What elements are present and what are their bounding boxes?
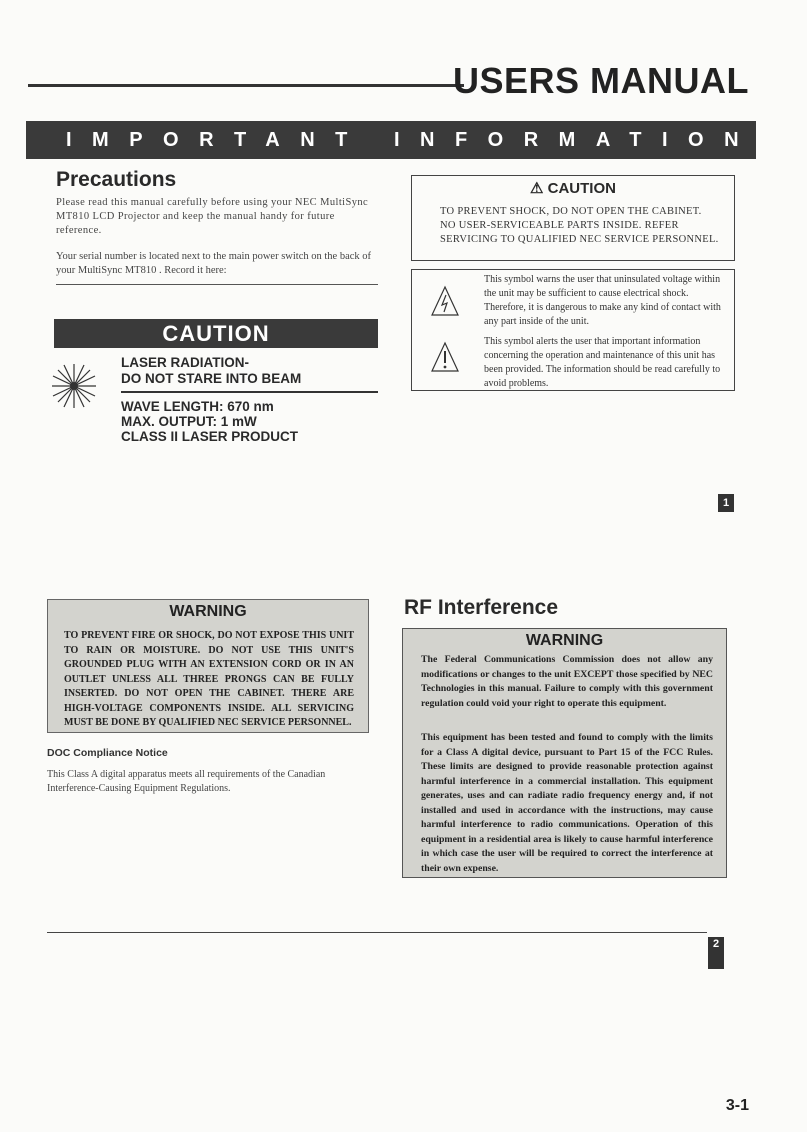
shock-caution-box: [411, 175, 735, 261]
symbols-explanation-box: [411, 269, 735, 391]
laser-warning-line: LASER RADIATION-: [121, 355, 249, 370]
section-tab-marker: 1: [718, 494, 734, 512]
laser-divider: [121, 391, 378, 393]
voltage-symbol-text: This symbol warns the user that uninsulated voltage within the unit may be sufficient to cause electrical shock. Therefore, it is dangerous to make any kind of contact with any part inside of the unit.: [484, 274, 721, 327]
doc-compliance-text: This Class A digital apparatus meets all requirements of the Canadian Interference-Causing Equipment Regulations.: [47, 769, 326, 794]
fcc-compliance-paragraph: This equipment has been tested and found to comply with the limits for a Class A digital device, pursuant to Part 15 of the FCC Rules. These limits are designed to provide reasonable protection against harmful interference in a commercial installation. This equipment generates, uses and can radiate radio frequency energy and, if not installed and used in accordance with the instructions, may cause harmful interference to radio communications. Operation of this equipment in a residential area is likely to cause harmful interference in which case the user will be required to correct the interference at their own expense.: [421, 732, 713, 874]
laser-caution-heading: CAUTION: [54, 319, 378, 348]
section-banner: IMPORTANT INFORMATION: [26, 121, 756, 159]
shock-caution-text: TO PREVENT SHOCK, DO NOT OPEN THE CABINET. NO USER-SERVICEABLE PARTS INSIDE. REFER SERVICING TO QUALIFIED NEC SERVICE PERSONNEL.: [440, 206, 719, 245]
laser-burst-icon: [50, 362, 98, 410]
rf-interference-title: RF Interference: [404, 596, 559, 619]
section-tab-marker: 2: [708, 937, 724, 969]
doc-compliance-title: DOC Compliance Notice: [47, 747, 168, 759]
header-rule: [28, 84, 464, 87]
manual-title: USERS MANUAL: [452, 60, 749, 101]
laser-spec-line: CLASS II LASER PRODUCT: [121, 429, 299, 444]
lightning-triangle-icon: [430, 285, 460, 317]
shock-caution-label: CAUTION: [547, 180, 616, 197]
fcc-warning-box: [402, 628, 727, 878]
precautions-paragraph: Please read this manual carefully before using your NEC MultiSync MT810 LCD Projector and keep the manual handy for future reference.: [56, 197, 369, 236]
laser-warning-line: DO NOT STARE INTO BEAM: [121, 371, 302, 386]
bottom-rule: [47, 932, 707, 933]
precautions-title: Precautions: [56, 168, 177, 191]
warning-text: TO PREVENT FIRE OR SHOCK, DO NOT EXPOSE THIS UNIT TO RAIN OR MOISTURE. DO NOT USE THIS UNIT'S GROUNDED PLUG WITH AN EXTENSION CORD OR IN AN OUTLET UNLESS ALL THREE PRONGS CAN BE FULLY INSERTED. DO NOT OPEN THE CABINET. THERE ARE HIGH-VOLTAGE COMPONENTS INSIDE. ALL SERVICING MUST BE DONE BY QUALIFIED NEC SERVICE PERSONNEL.: [64, 630, 354, 728]
fcc-warning-title: WARNING: [525, 632, 604, 649]
shock-caution-title: [412, 179, 734, 197]
page-number: 3-1: [725, 1097, 749, 1114]
laser-spec-line: WAVE LENGTH: 670 nm: [121, 399, 274, 414]
laser-spec-line: MAX. OUTPUT: 1 mW: [121, 414, 257, 429]
exclamation-triangle-icon: [430, 341, 460, 373]
warning-triangle-icon: ⚠: [530, 180, 544, 197]
alert-symbol-text: This symbol alerts the user that important information concerning the operation and maintenance of this unit has been provided. The information should be read carefully to avoid problems.: [484, 336, 721, 389]
serial-number-note: Your serial number is located next to the main power switch on the back of your MultiSync MT810 . Record it here:: [56, 251, 372, 276]
serial-number-line: [56, 284, 378, 285]
warning-title: WARNING: [169, 603, 247, 620]
fcc-warning-paragraph: The Federal Communications Commission does not allow any modifications or changes to the unit EXCEPT those specified by NEC Technologies in this manual. Failure to comply with this government regulation could void your right to operate this equipment.: [421, 654, 713, 709]
fire-shock-warning-box: [47, 599, 369, 733]
